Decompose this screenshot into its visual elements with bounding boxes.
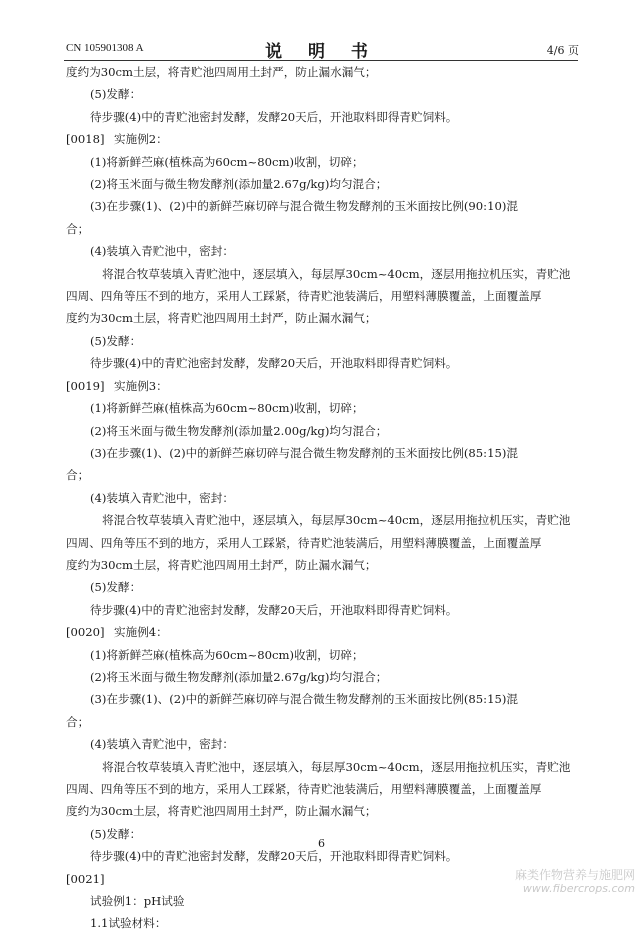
page-counter: 4/6 页	[546, 44, 579, 57]
paragraph-number: [0021]	[66, 871, 105, 886]
text-line	[66, 151, 578, 173]
line-text: (3)在步骤(1)、(2)中的新鲜苎麻切碎与混合微生物发酵剂的玉米面按比例(90:10)混	[90, 199, 518, 214]
line-text: 待步骤(4)中的青贮池密封发酵，发酵20天后，开池取料即得青贮饲料。	[90, 109, 458, 124]
line-text: (3)在步骤(1)、(2)中的新鲜苎麻切碎与混合微生物发酵剂的玉米面按比例(85:15)混	[90, 692, 518, 707]
text-line	[66, 397, 578, 419]
text-line	[66, 218, 578, 240]
text-line	[66, 352, 578, 374]
text-line	[66, 240, 578, 262]
text-line	[66, 195, 578, 217]
line-text: 度约为30cm土层，将青贮池四周用土封严，防止漏水漏气；	[66, 804, 377, 819]
page-title: 说 明 书	[265, 42, 378, 62]
text-line	[66, 890, 578, 912]
line-text: (2)将玉米面与微生物发酵剂(添加量2.00g/kg)均匀混合；	[90, 423, 388, 438]
text-line	[66, 420, 578, 442]
paragraph-number: [0018]	[66, 132, 105, 147]
paragraph-heading	[66, 868, 578, 890]
text-line	[66, 756, 578, 778]
line-text: 实施例4：	[114, 625, 168, 640]
paragraph-number: [0020]	[66, 625, 105, 640]
text-line	[66, 330, 578, 352]
line-text: (3)在步骤(1)、(2)中的新鲜苎麻切碎与混合微生物发酵剂的玉米面按比例(85:15)混	[90, 445, 518, 460]
line-text: 实施例2：	[114, 132, 168, 147]
text-line	[66, 576, 578, 598]
line-text: (5)发酵：	[90, 333, 142, 348]
text-line	[66, 644, 578, 666]
line-text: 四周、四角等压不到的地方，采用人工踩紧，待青贮池装满后，用塑料薄膜覆盖，上面覆盖厚	[66, 782, 542, 796]
line-text: (4)装填入青贮池中，密封：	[90, 490, 234, 505]
line-text: 度约为30cm土层，将青贮池四周用土封严，防止漏水漏气；	[66, 557, 377, 572]
line-text: (4)装填入青贮池中，密封：	[90, 737, 234, 752]
paragraph-heading	[66, 375, 578, 397]
text-line	[66, 711, 578, 733]
page-number: 6	[318, 837, 325, 850]
text-line	[66, 800, 578, 822]
line-text: (5)发酵：	[90, 826, 142, 841]
watermark-site-name: 麻类作物营养与施肥网	[514, 868, 635, 882]
line-text: 将混合牧草装填入青贮池中，逐层填入，每层厚30cm~40cm，逐层用拖拉机压实，青贮池	[102, 266, 571, 281]
line-text: 合；	[66, 468, 90, 483]
paragraph-number: [0019]	[66, 378, 105, 393]
line-text: 度约为30cm土层，将青贮池四周用土封严，防止漏水漏气；	[66, 65, 377, 79]
line-text: 待步骤(4)中的青贮池密封发酵，发酵20天后，开池取料即得青贮饲料。	[90, 602, 458, 617]
text-line	[66, 778, 578, 800]
line-text: (1)将新鲜苎麻(植株高为60cm~80cm)收割，切碎；	[90, 154, 364, 169]
line-text: 实施例3：	[114, 378, 168, 393]
line-text: 将混合牧草装填入青贮池中，逐层填入，每层厚30cm~40cm，逐层用拖拉机压实，青贮池	[102, 513, 571, 528]
line-text: 合；	[66, 221, 90, 236]
line-text: (1)将新鲜苎麻(植株高为60cm~80cm)收割，切碎；	[90, 401, 364, 416]
line-text: 待步骤(4)中的青贮池密封发酵，发酵20天后，开池取料即得青贮饲料。	[90, 849, 458, 864]
line-text: 四周、四角等压不到的地方，采用人工踩紧，待青贮池装满后，用塑料薄膜覆盖，上面覆盖厚	[66, 535, 542, 550]
text-line	[66, 307, 578, 329]
line-text: 试验例1：pH试验	[90, 894, 185, 909]
line-text: (4)装填入青贮池中，密封：	[90, 244, 234, 259]
line-text: (2)将玉米面与微生物发酵剂(添加量2.67g/kg)均匀混合；	[90, 669, 388, 684]
line-text: 四周、四角等压不到的地方，采用人工踩紧，待青贮池装满后，用塑料薄膜覆盖，上面覆盖厚	[66, 289, 542, 304]
text-line	[66, 442, 578, 464]
text-line	[66, 61, 578, 83]
line-text: 1.1试验材料：	[90, 916, 167, 931]
text-line	[66, 464, 578, 486]
text-line	[66, 532, 578, 554]
line-text: (1)将新鲜苎麻(植株高为60cm~80cm)收割，切碎；	[90, 647, 364, 662]
watermark-url: www.fibercrops.com	[522, 882, 635, 895]
text-line	[66, 912, 578, 934]
text-line	[66, 285, 578, 307]
line-text: 度约为30cm土层，将青贮池四周用土封严，防止漏水漏气；	[66, 311, 377, 326]
text-line	[66, 173, 578, 195]
line-text: (2)将玉米面与微生物发酵剂(添加量2.67g/kg)均匀混合；	[90, 177, 388, 192]
text-line	[66, 487, 578, 509]
paragraph-heading	[66, 128, 578, 150]
line-text: (5)发酵：	[90, 87, 142, 102]
line-text: 合；	[66, 714, 90, 729]
line-text: 待步骤(4)中的青贮池密封发酵，发酵20天后，开池取料即得青贮饲料。	[90, 356, 458, 371]
paragraph-heading	[66, 621, 578, 643]
text-line	[66, 666, 578, 688]
text-line	[66, 106, 578, 128]
text-line	[66, 688, 578, 710]
text-line	[66, 554, 578, 576]
watermark	[515, 868, 635, 896]
text-line	[66, 599, 578, 621]
line-text: (5)发酵：	[90, 580, 142, 595]
text-line	[66, 733, 578, 755]
patent-number: CN 105901308 A	[66, 42, 144, 54]
text-line	[66, 263, 578, 285]
document-body	[66, 61, 578, 935]
line-text: 将混合牧草装填入青贮池中，逐层填入，每层厚30cm~40cm，逐层用拖拉机压实，青贮池	[102, 759, 571, 774]
text-line	[66, 509, 578, 531]
text-line	[66, 83, 578, 105]
